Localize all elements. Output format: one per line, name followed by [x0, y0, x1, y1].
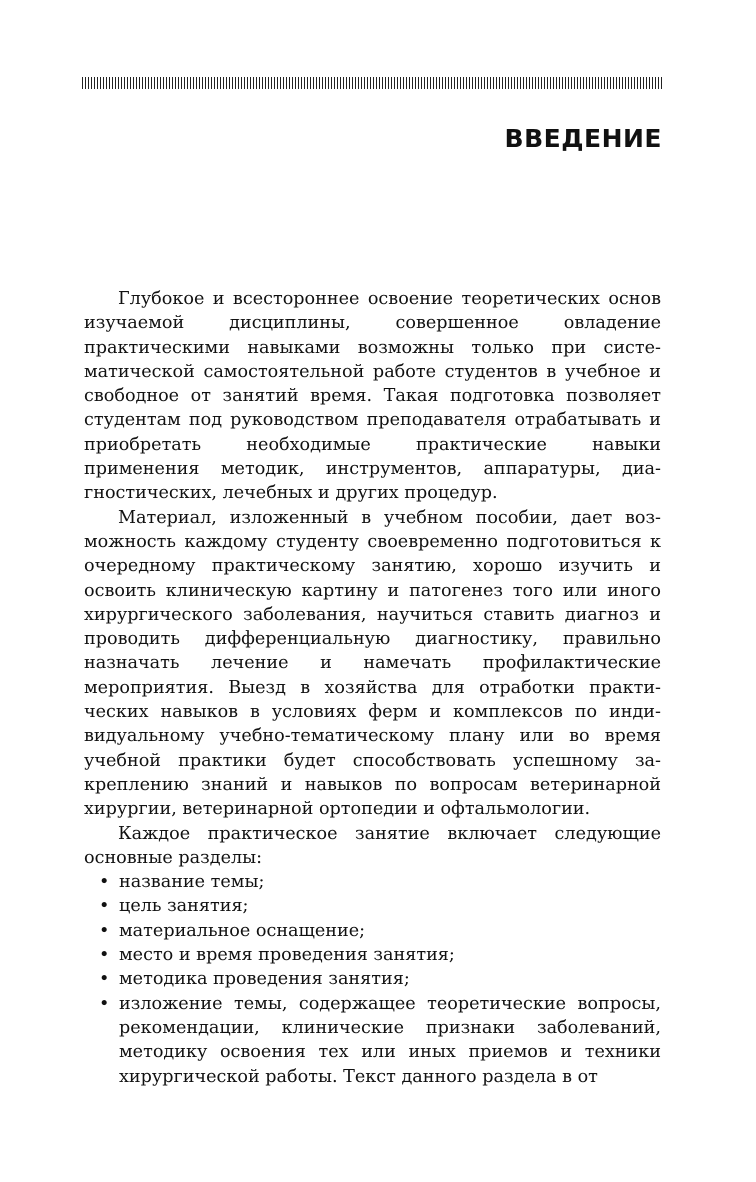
list-item [84, 943, 661, 967]
list-item [84, 992, 661, 1089]
list-item-text: место и время проведения занятия; [119, 945, 455, 966]
bullet-icon: • [99, 945, 110, 966]
list-item [84, 894, 661, 918]
paragraph-3: Каждое практическое занятие включает следующие основные разделы: [84, 823, 661, 868]
bullet-icon: • [99, 920, 110, 941]
decorative-rule [82, 77, 662, 89]
sections-list [84, 870, 661, 1089]
list-item-text: изложение темы, содержащее теоретические вопросы, рекомендации, клинические признаки заболеваний, методику освоения тех или иных приемов и техники хирургической работы. Текст данного раздела в от [119, 993, 661, 1087]
paragraph-2: Материал, изложенный в учебном пособии, дает возможность каждому студенту своевременно подготовиться к очередному практическому занятию, хорошо изучить и освоить клиническую картину и патогенез того или иного хирургического заболевания, научиться ставить диагноз и проводить дифференциальную диагностику, правильно назначать лечение и намечать профилактические мероприятия. Выезд в хозяйства для отработки практических навыков в условиях ферм и комплексов по индивидуальному учебно-тематическому плану или во время учебной практики будет способствовать успешному закреплению знаний и навыков по вопросам ветеринарной хирургии, ветеринарной ортопедии и офтальмологии. [84, 507, 661, 820]
paragraph-1: Глубокое и всестороннее освоение теоретических основ изучаемой дисциплины, совершенное овладение практическими навыками возможны только при систематической самостоятельной работе студентов в учебное и свободное от занятий время. Такая подготовка позволяет студентам под руководством преподавателя отрабатывать и приобретать необходимые практические навыки применения методик, инструментов, аппаратуры, диагностических, лечебных и других процедур. [84, 289, 661, 504]
list-item-text: цель занятия; [119, 896, 249, 917]
bullet-icon: • [99, 993, 110, 1014]
list-item [84, 919, 661, 943]
section-title: ВВЕДЕНИЕ [504, 124, 662, 153]
list-item [84, 870, 661, 894]
body-text [84, 287, 661, 1089]
list-item-text: материальное оснащение; [119, 920, 366, 941]
list-item [84, 967, 661, 991]
bullet-icon: • [99, 872, 110, 893]
bullet-icon: • [99, 896, 110, 917]
list-item-text: название темы; [119, 872, 265, 893]
bullet-icon: • [99, 969, 110, 990]
list-item-text: методика проведения занятия; [119, 969, 410, 990]
